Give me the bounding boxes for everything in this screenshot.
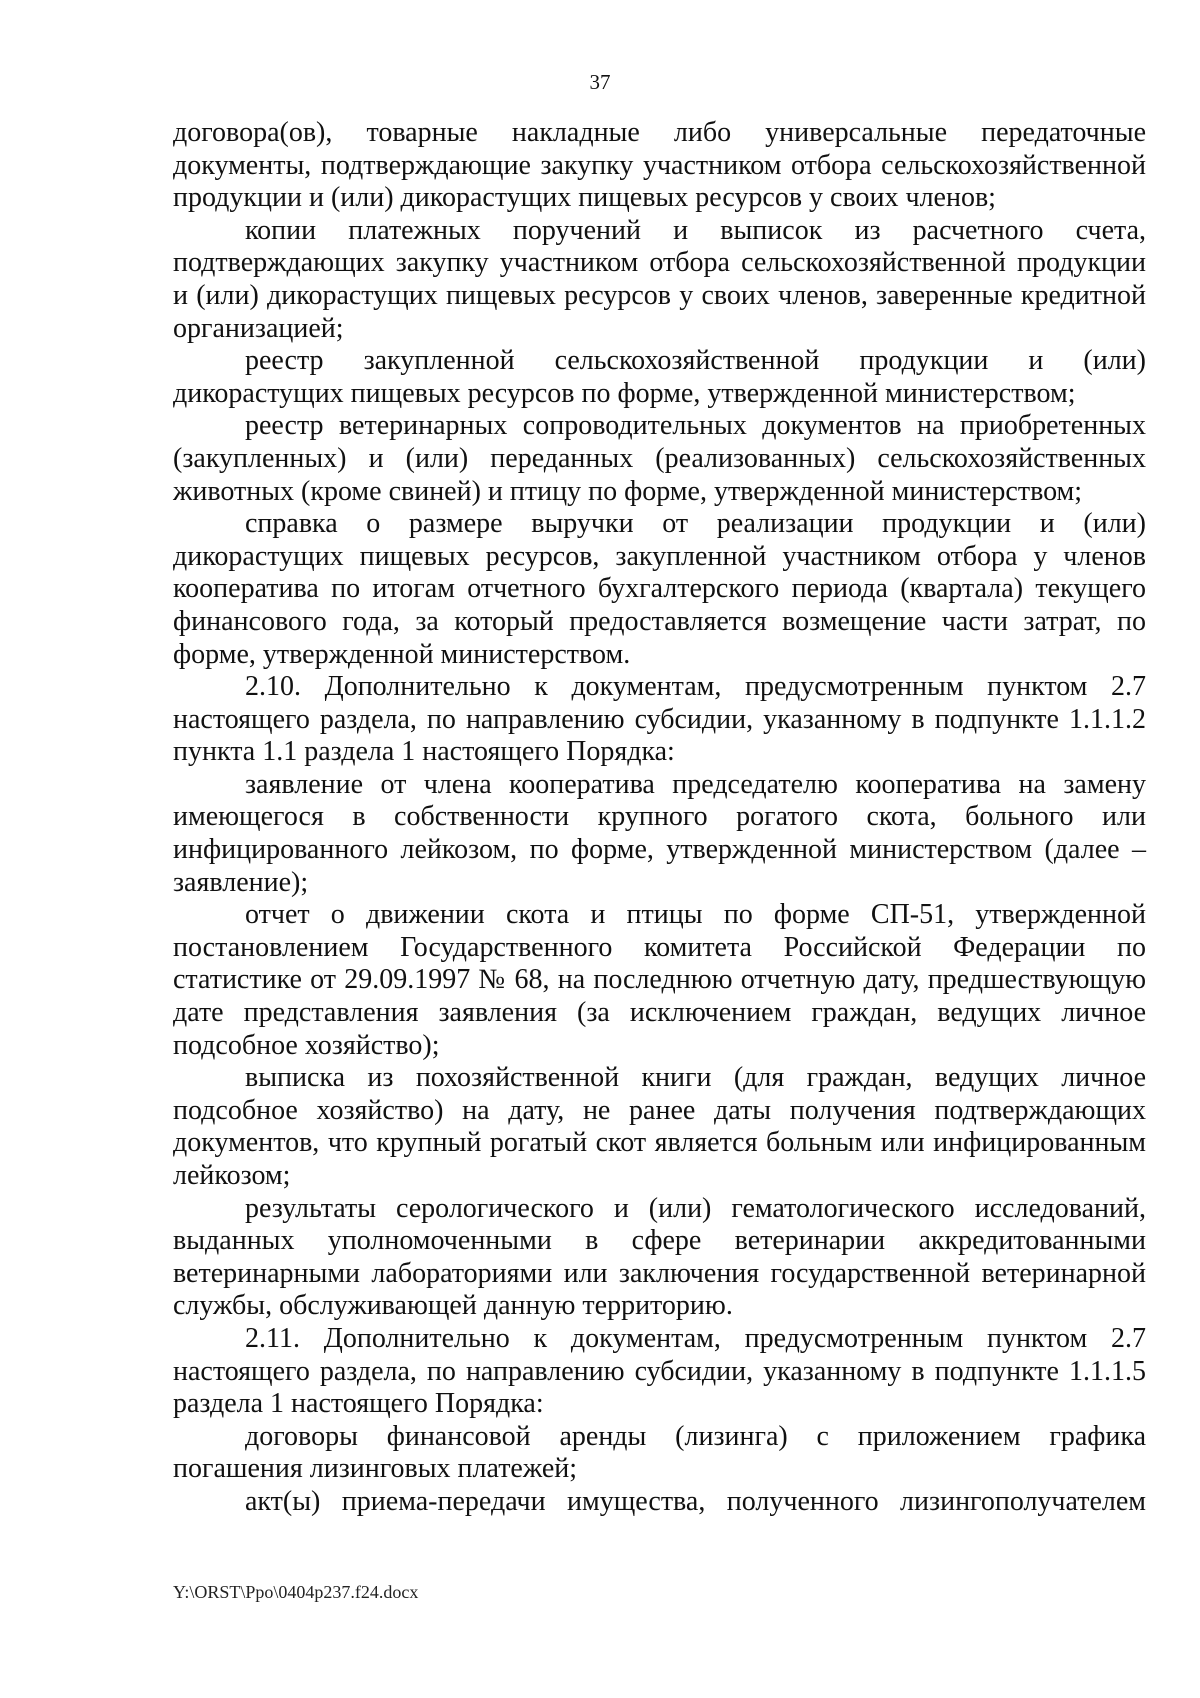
page-number: 37 bbox=[589, 70, 611, 94]
paragraph: 2.10. Дополнительно к документам, предусмотренным пунктом 2.7 настоящего раздела, по направлению субсидии, указанному в подпункте 1.1.1.2 пункта 1.1 раздела 1 настоящего Порядка: bbox=[173, 671, 1146, 768]
paragraph: заявление от члена кооператива председателю кооператива на замену имеющегося в собственности крупного рогатого скота, больного или инфицированного лейкозом, по форме, утвержденной министерством (далее – заявление); bbox=[173, 768, 1146, 898]
paragraph: результаты серологического и (или) гематологического исследований, выданных уполномоченными в сфере ветеринарии аккредитованными ветеринарными лабораториями или заключения государственной ветеринарной службы, обслуживающей данную территорию. bbox=[173, 1192, 1146, 1322]
paragraph: справка о размере выручки от реализации продукции и (или) дикорастущих пищевых ресурсов, закупленной участником отбора у членов кооператива по итогам отчетного бухгалтерского периода (квартала) текущего финансового года, за который предоставляется возмещение части затрат, по форме, утвержденной министерством. bbox=[173, 508, 1146, 670]
footer-file-path: Y:\ORST\Ppo\0404p237.f24.docx bbox=[173, 1582, 419, 1602]
paragraph: договоры финансовой аренды (лизинга) с приложением графика погашения лизинговых платежей; bbox=[173, 1420, 1146, 1485]
document-body bbox=[173, 117, 1146, 1519]
paragraph: 2.11. Дополнительно к документам, предусмотренным пунктом 2.7 настоящего раздела, по направлению субсидии, указанному в подпункте 1.1.1.5 раздела 1 настоящего Порядка: bbox=[173, 1322, 1146, 1420]
paragraph: копии платежных поручений и выписок из расчетного счета, подтверждающих закупку участником отбора сельскохозяйственной продукции и (или) дикорастущих пищевых ресурсов у своих членов, заверенные кредитной организацией; bbox=[173, 214, 1146, 344]
paragraph: отчет о движении скота и птицы по форме СП-51, утвержденной постановлением Государственного комитета Российской Федерации по статистике от 29.09.1997 № 68, на последнюю отчетную дату, предшествующую дате представления заявления (за исключением граждан, ведущих личное подсобное хозяйство); bbox=[173, 899, 1146, 1061]
paragraph: договора(ов), товарные накладные либо универсальные передаточные документы, подтверждающие закупку участником отбора сельскохозяйственной продукции и (или) дикорастущих пищевых ресурсов у своих членов; bbox=[173, 117, 1146, 214]
paragraph: реестр закупленной сельскохозяйственной продукции и (или) дикорастущих пищевых ресурсов по форме, утвержденной министерством; bbox=[173, 345, 1146, 409]
paragraph: акт(ы) приема-передачи имущества, полученного лизингополучателем bbox=[245, 1485, 1146, 1517]
paragraph: реестр ветеринарных сопроводительных документов на приобретенных (закупленных) и (или) переданных (реализованных) сельскохозяйственных животных (кроме свиней) и птицу по форме, утвержденной министерством; bbox=[173, 410, 1146, 507]
paragraph: выписка из похозяйственной книги (для граждан, ведущих личное подсобное хозяйство) на дату, не ранее даты получения подтверждающих документов, что крупный рогатый скот является больным или инфицированным лейкозом; bbox=[173, 1062, 1146, 1191]
